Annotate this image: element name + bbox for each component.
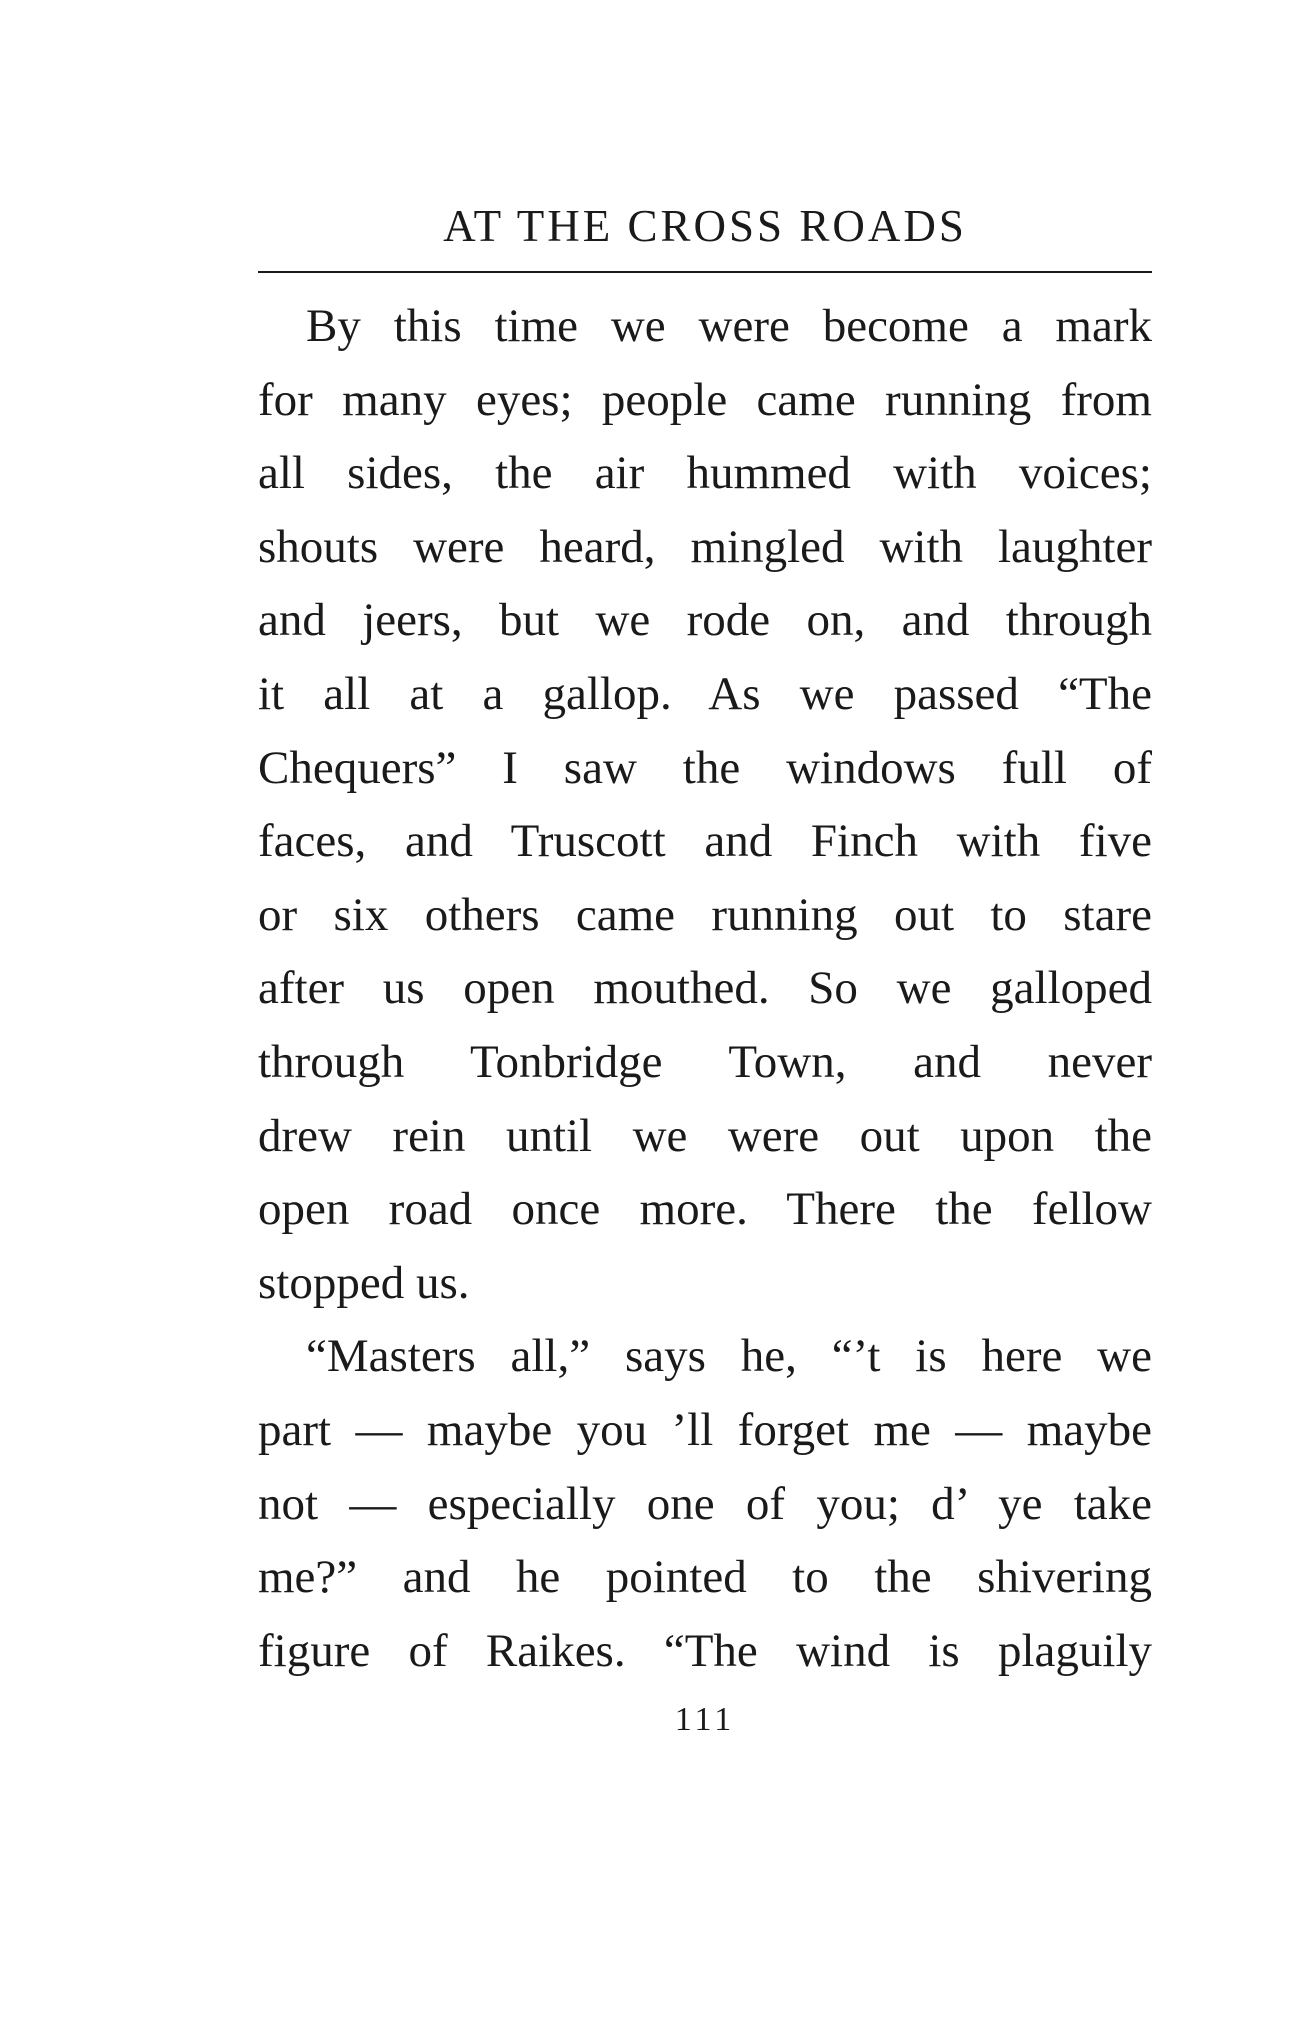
body-text <box>258 290 1152 1688</box>
text-line: and jeers, but we rode on, and through <box>258 594 1152 647</box>
text-line: me?” and he pointed to the shivering <box>258 1551 1152 1604</box>
text-line: shouts were heard, mingled with laughter <box>258 520 1152 573</box>
text-line: figure of Raikes. “The wind is plaguily <box>258 1624 1152 1677</box>
text-line: not — especially one of you; d’ ye take <box>258 1477 1152 1530</box>
text-line: By this time we were become a mark <box>306 300 1152 352</box>
header-rule <box>258 271 1152 273</box>
text-line: through Tonbridge Town, and never <box>258 1035 1152 1088</box>
page-number: 111 <box>674 1701 736 1738</box>
text-line: all sides, the air hummed with voices; <box>258 447 1152 500</box>
text-line: open road once more. There the fellow <box>258 1183 1152 1236</box>
text-line: Chequers” I saw the windows full of <box>258 741 1152 794</box>
text-line: after us open mouthed. So we galloped <box>258 962 1152 1015</box>
text-line: “Masters all,” says he, “’t is here we <box>306 1330 1152 1383</box>
text-line: for many eyes; people came running from <box>258 373 1152 426</box>
text-line: faces, and Truscott and Finch with five <box>258 815 1152 868</box>
text-line: or six others came running out to stare <box>258 888 1152 941</box>
text-line: part — maybe you ’ll forget me — maybe <box>258 1403 1152 1456</box>
text-line: it all at a gallop. As we passed “The <box>258 667 1152 720</box>
running-head: AT THE CROSS ROADS <box>443 201 967 251</box>
text-line: drew rein until we were out upon the <box>258 1109 1152 1162</box>
text-line: stopped us. <box>258 1256 470 1309</box>
